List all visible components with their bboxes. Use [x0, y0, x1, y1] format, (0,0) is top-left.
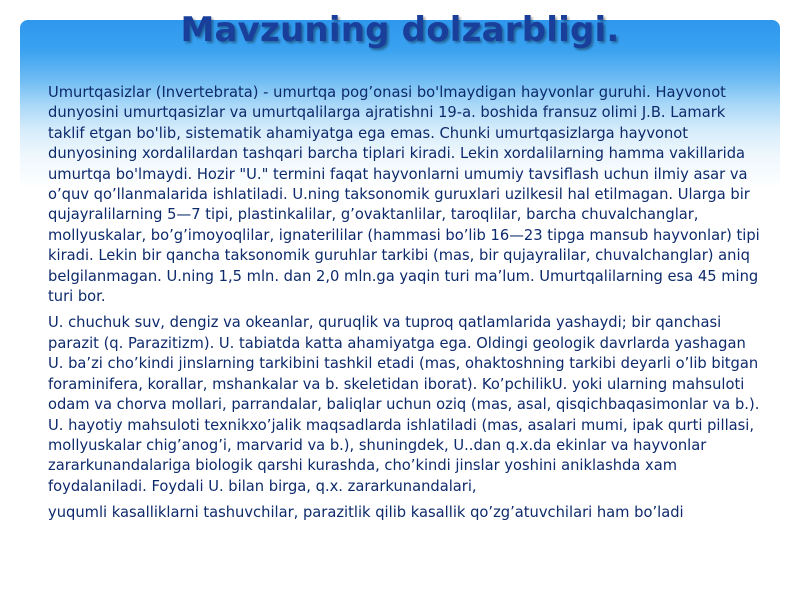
slide-body [48, 83, 764, 530]
slide-title: Mavzuning dolzarbligi. [180, 10, 620, 50]
paragraph-closing: yuqumli kasalliklarni tashuvchilar, parazitlik qilib kasallik qo’zg’atuvchilari ham bo’ladi [48, 504, 684, 522]
paragraph-habitat: U. chuchuk suv, dengiz va okeanlar, quruqlik va tuproq qatlamlarida yashaydi; bir qanchasi parazit (q. Parazitizm). U. tabiatda katta ahamiyatga ega. Oldingi geologik davrlarda yashagan U. ba’zi cho’kindi jinslarning tarkibini tashkil etadi (mas, ohaktoshning tarkibi deyarli o’lib bitgan foraminifera, korallar, mshankalar va b. skeletidan iborat). Ko’pchilikU. yoki ularning mahsuloti odam va chorva mollari, parrandalar, baliqlar uchun oziq (mas, asal, qisqichbaqasimonlar va b.). U. hayotiy mahsuloti texnikxo’jalik maqsadlarda ishlatiladi (mas, asalari mumi, ipak qurti pillasi, mollyuskalar chig’anog’i, marvarid va b.), shuningdek, U..dan q.x.da ekinlar va hayvonlar zararkunandalariga biologik qarshi kurashda, cho’kindi jinslar yoshini aniklashda xam foydalaniladi. Foydali U. bilan birga, q.x. zararkunandalari, [48, 314, 760, 495]
paragraph-intro: Umurtqasizlar (Invertebrata) - umurtqa pog’onasi bo'lmaydigan hayvonlar guruhi. Hayvonot dunyosini umurtqasizlar va umurtqalilarga ajratishni 19-a. boshida fransuz olimi J.B. Lamark taklif etgan bo'lib, sistematik ahamiyatga ega emas. Chunki umurtqasizlarga hayvonot dunyosining xordalilardan tashqari barcha tiplari kiradi. Lekin xordalilarning hamma vakillarida umurtqa bo'lmaydi. Hozir "U." termini faqat hayvonlarni umumiy tavsiflash uchun ilmiy asar va o’quv qo’llanmalarida ishlatiladi. U.ning taksonomik guruxlari uzilkesil hal etilmagan. Ularga bir qujayralilarning 5—7 tipi, plastinkalilar, g’ovaktanlilar, taroqlilar, barcha chuvalchanglar, mollyuskalar, bo’g’imoyoqlilar, ignaterililar (hammasi bo’lib 16—23 tipga mansub hayvonlar) tipi kiradi. Lekin bir qancha taksonomik guruhlar tarkibi (mas, bir qujayralilar, chuvalchanglar) aniq belgilanmagan. U.ning 1,5 mln. dan 2,0 mln.ga yaqin turi ma’lum. Umurtqalilarning esa 45 ming turi bor. [48, 84, 760, 306]
